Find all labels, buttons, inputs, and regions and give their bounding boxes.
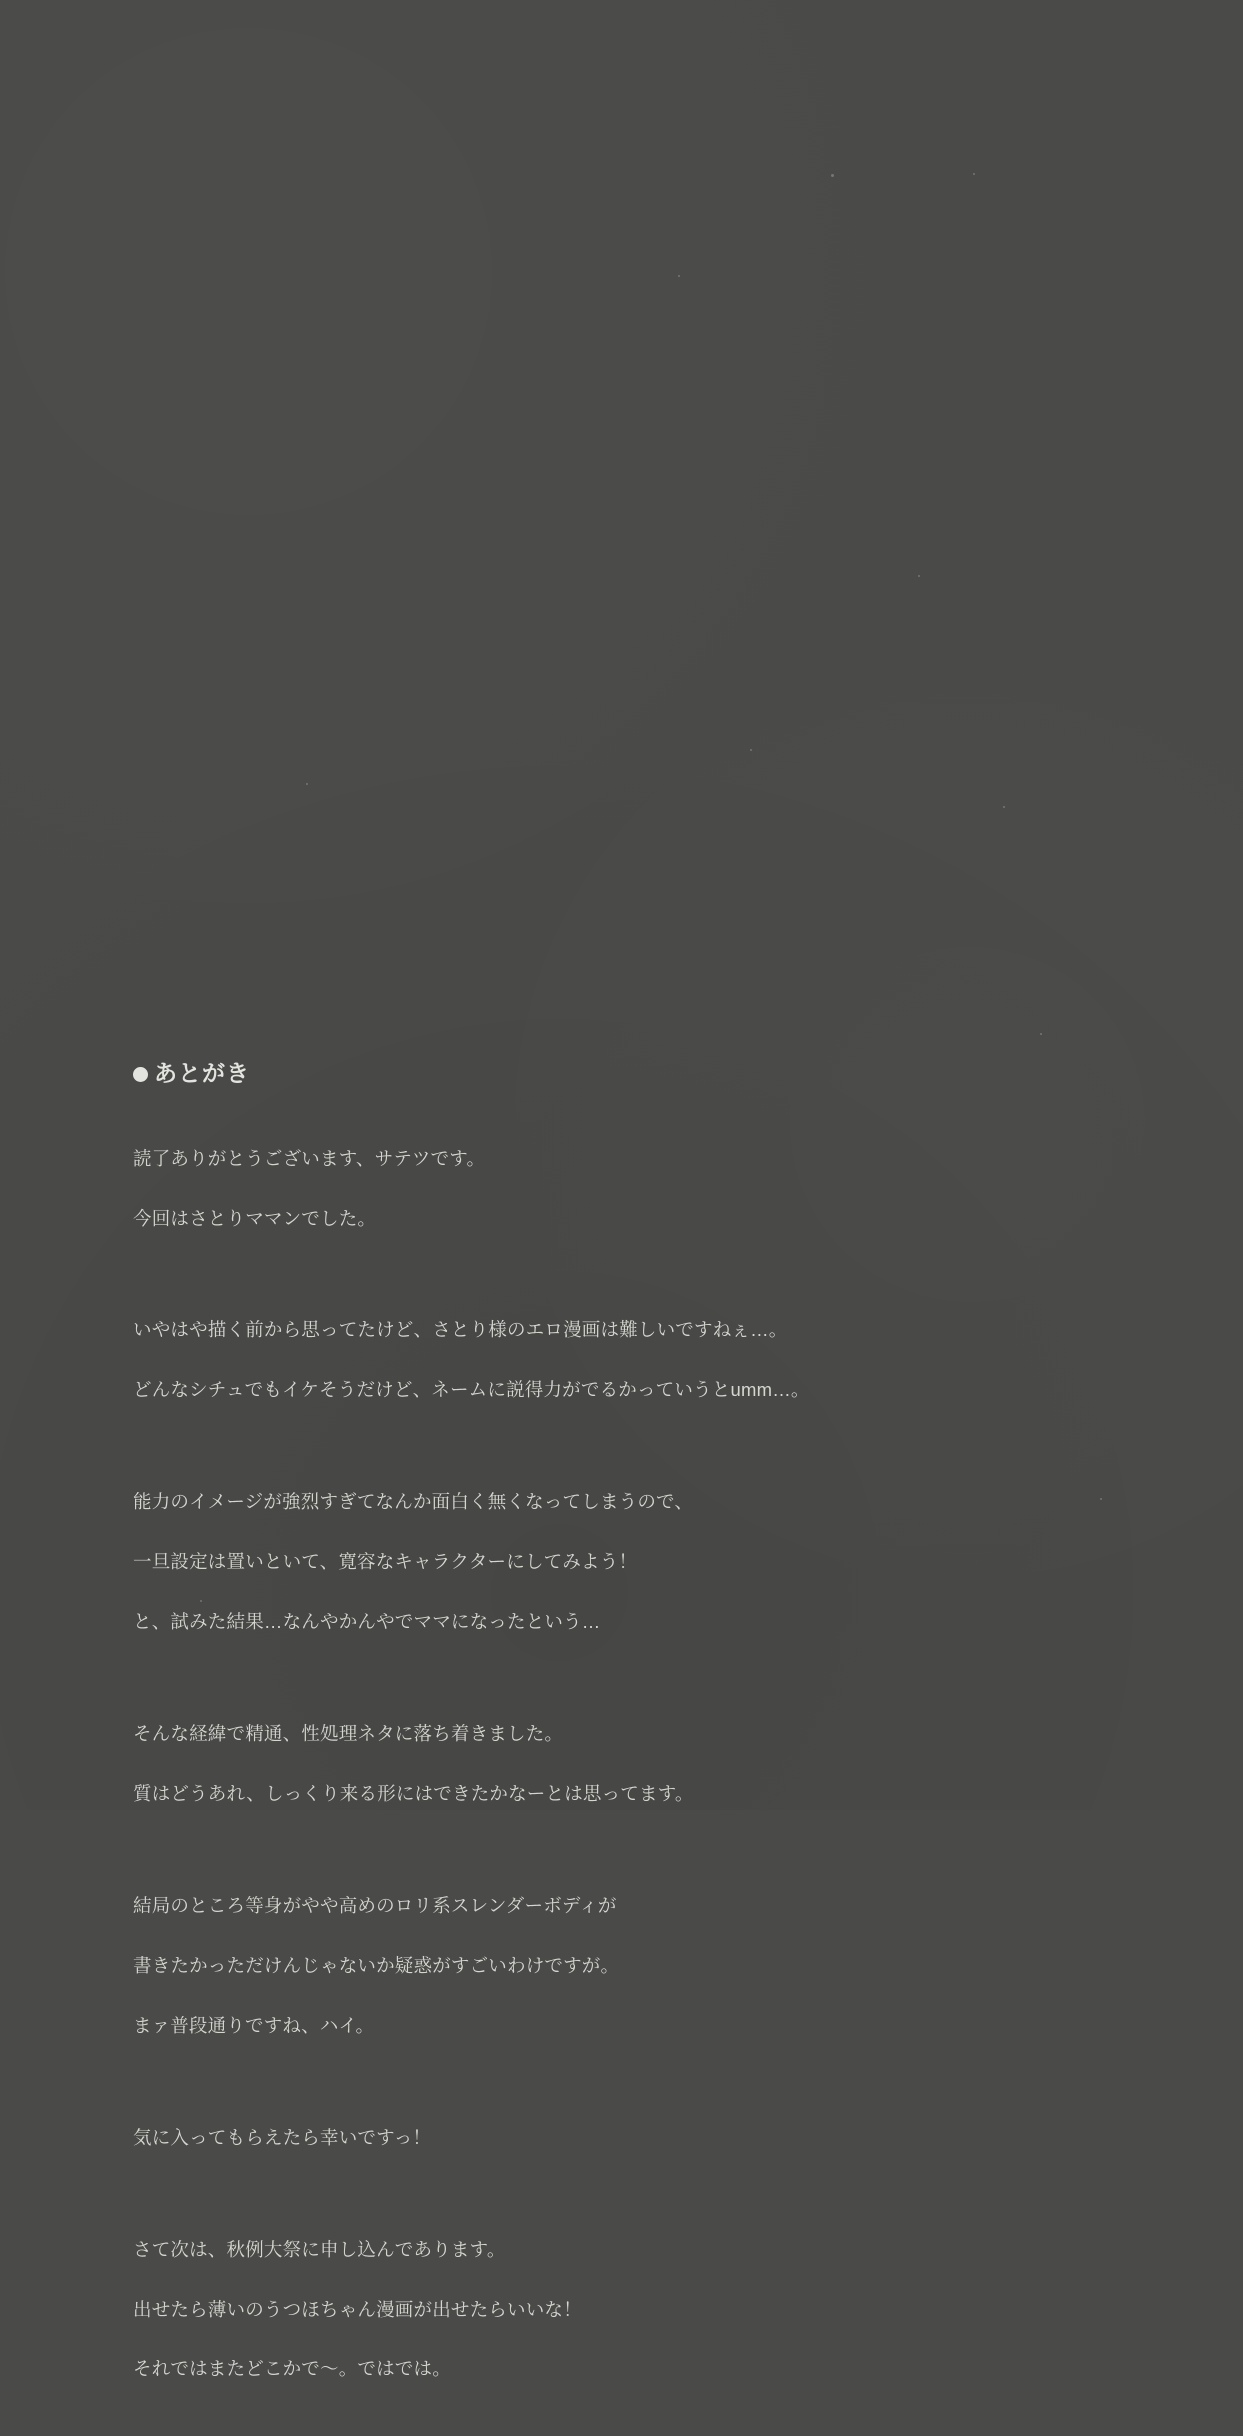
afterword-line: さて次は、秋例大祭に申し込んであります。 [133,2238,506,2260]
afterword-line: それではまたどこかで〜。ではでは。 [133,2358,451,2380]
bullet-dot-icon [133,1067,148,1082]
afterword-line: 今回はさとりママンでした。 [133,1207,377,1229]
dust-speck [831,174,834,177]
afterword-line: 気に入ってもらえたら幸いですっ！ [133,2126,432,2148]
dust-speck [1040,1033,1042,1035]
dust-speck [1003,806,1005,808]
afterword-heading-label: あとがき [154,1060,250,1086]
afterword-section [133,1060,993,2436]
afterword-line: と、試みた結果…なんやかんやでママになったという… [133,1611,601,1633]
afterword-line: 一旦設定は置いといて、寛容なキャラクターにしてみよう！ [133,1551,638,1573]
afterword-line: いやはや描く前から思ってたけど、さとり様のエロ漫画は難しいですねぇ…。 [133,1319,788,1341]
afterword-paragraph-1 [133,1114,993,1264]
afterword-line: まァ普段通りですね、ハイ。 [133,2014,375,2036]
afterword-line: 質はどうあれ、しっくり来る形にはできたかなーとは思ってます。 [133,1782,694,1804]
afterword-paragraph-4 [133,1689,993,1839]
afterword-line: どんなシチュでもイケそうだけど、ネームに説得力がでるかっていうとumm…。 [133,1379,810,1401]
afterword-heading [133,1060,993,1088]
afterword-line: 書きたかっただけんじゃないか疑惑がすごいわけですが。 [133,1954,620,1976]
afterword-paragraph-5 [133,1861,993,2071]
afterword-paragraph-7 [133,2205,993,2415]
afterword-line: 読了ありがとうございます、サテツです。 [133,1147,486,1169]
dust-speck [918,575,920,577]
dust-speck [973,173,975,175]
afterword-line: 出せたら薄いのうつほちゃん漫画が出せたらいいな！ [133,2298,582,2320]
afterword-paragraph-6 [133,2093,993,2183]
dust-speck [1100,1498,1102,1500]
afterword-paragraph-2 [133,1285,993,1435]
dust-speck [750,749,752,751]
afterword-line: 能力のイメージが強烈すぎてなんか面白く無くなってしまうので、 [133,1491,694,1513]
afterword-line: 結局のところ等身がやや高めのロリ系スレンダーボディが [133,1894,617,1916]
afterword-paragraph-3 [133,1457,993,1667]
dust-speck [306,783,308,785]
dust-speck [678,275,680,277]
afterword-line: そんな経緯で精通、性処理ネタに落ち着きました。 [133,1723,564,1745]
